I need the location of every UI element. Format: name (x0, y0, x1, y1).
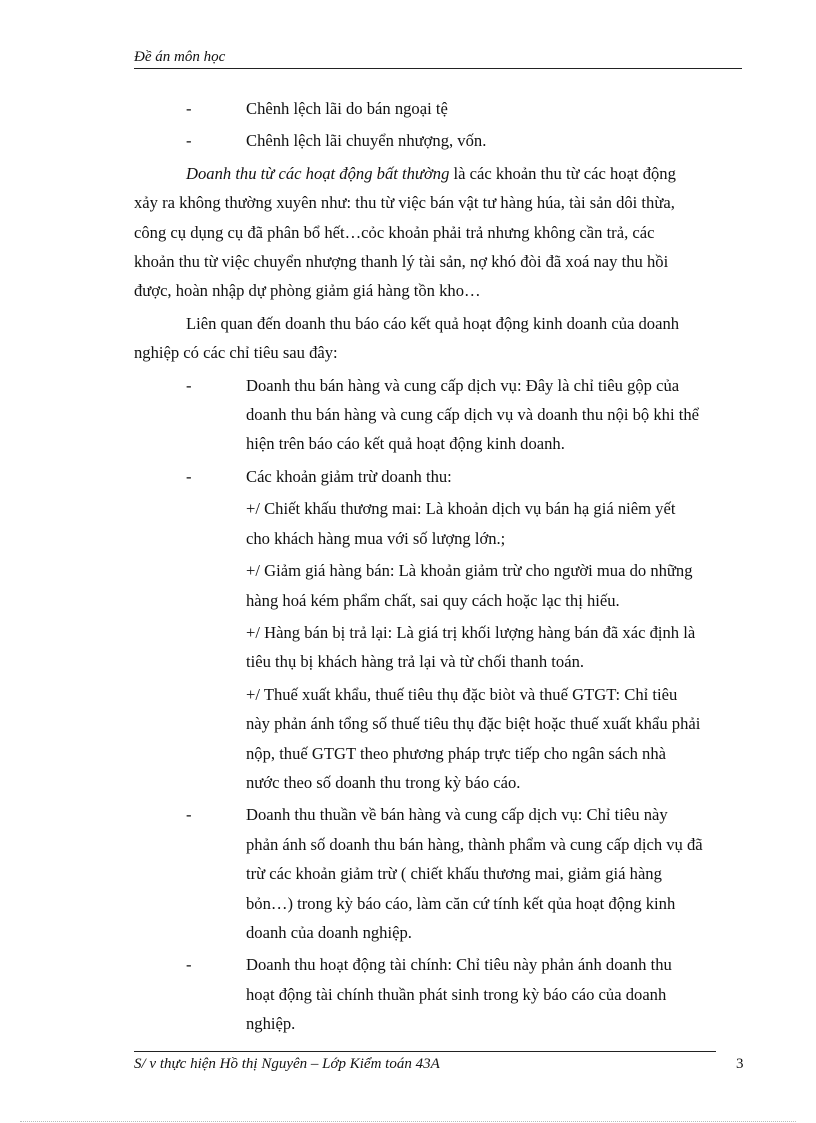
text-line: khoản thu từ việc chuyển nhượng thanh lý tài sản, nợ khó đòi đã xoá nay thu hồi (134, 252, 669, 272)
footer-divider (134, 1051, 716, 1052)
page-header (134, 48, 742, 69)
list-item (134, 800, 739, 947)
sub-item (134, 680, 739, 798)
text-line: này phản ánh tổng số thuế tiêu thụ đặc biệt hoặc thuế xuất khẩu phải (246, 714, 701, 734)
page-number: 3 (736, 1056, 744, 1072)
text-line: công cụ dụng cụ đã phân bổ hết…cỏc khoản phải trả nhưng không cần trả, các (134, 222, 655, 242)
list-dash: - (186, 131, 192, 151)
list-item (134, 371, 739, 459)
text-line: Chênh lệch lãi do bán ngoại tệ (246, 99, 448, 118)
text-line: Liên quan đến doanh thu báo cáo kết quả hoạt động kinh doanh của doanh (186, 313, 680, 333)
text-line: được, hoàn nhập dự phòng giảm giá hàng tồn kho… (134, 281, 481, 301)
list-dash: - (186, 375, 192, 395)
sub-item (134, 494, 739, 553)
list-dash: - (186, 955, 192, 975)
text-line: +/ Giảm giá hàng bán: Là khoản giảm trừ cho người mua do những (246, 561, 693, 581)
italic-term: Doanh thu từ các hoạt động bất thường (186, 163, 450, 183)
text-line: nghiệp. (246, 1014, 296, 1034)
sub-item (134, 618, 739, 677)
text-line: doanh thu bán hàng và cung cấp dịch vụ và doanh thu nội bộ khi thể (246, 405, 699, 425)
text-line: là các khoản thu từ các hoạt động (449, 163, 676, 183)
paragraph-continuation (134, 188, 739, 306)
text-line: hoạt động tài chính thuần phát sinh trong kỳ báo cáo của doanh (246, 984, 667, 1004)
list-item (134, 462, 739, 491)
list-item (134, 950, 739, 1038)
text-line: nghiệp có các chỉ tiêu sau đây: (134, 343, 338, 363)
text-line: bỏn…) trong kỳ báo cáo, làm căn cứ tính kết qủa hoạt động kinh (246, 893, 676, 913)
list-dash: - (186, 805, 192, 825)
text-line: Chênh lệch lãi chuyển nhượng, vốn. (246, 131, 487, 151)
text-line: Doanh thu thuần về bán hàng và cung cấp dịch vụ: Chỉ tiêu này (246, 805, 668, 825)
list-item (134, 94, 739, 123)
text-line: Doanh thu bán hàng và cung cấp dịch vụ: Đây là chỉ tiêu gộp của (246, 375, 680, 395)
paragraph-chi-tieu (134, 309, 739, 368)
text-line: doanh của doanh nghiệp. (246, 922, 412, 942)
text-line: cho khách hàng mua với số lượng lớn.; (246, 528, 506, 548)
text-line: trừ các khoản giảm trừ ( chiết khấu thương mai, giảm giá hàng (246, 864, 662, 884)
text-line: tiêu thụ bị khách hàng trả lại và từ chối thanh toán. (246, 652, 585, 672)
page-break-divider (20, 1121, 796, 1122)
page-body (134, 94, 739, 1039)
text-line: +/ Thuế xuất khẩu, thuế tiêu thụ đặc biòt và thuế GTGT: Chỉ tiêu (246, 684, 678, 704)
text-line: Doanh thu hoạt động tài chính: Chỉ tiêu này phản ánh doanh thu (246, 955, 672, 975)
footer-text: S/ v thực hiện Hồ thị Nguyên – Lớp Kiểm toán 43A (134, 1056, 440, 1072)
text-line: +/ Hàng bán bị trả lại: Là giá trị khối lượng hàng bán đã xác định là (246, 622, 696, 642)
text-line: +/ Chiết khấu thương mai: Là khoản dịch vụ bán hạ giá niêm yết (246, 499, 676, 519)
paragraph-bat-thuong (134, 159, 739, 188)
text-line: Các khoản giảm trừ doanh thu: (246, 466, 452, 486)
sub-item (134, 556, 739, 615)
list-dash: - (186, 466, 192, 486)
text-line: phản ánh số doanh thu bán hàng, thành phẩm và cung cấp dịch vụ đã (246, 834, 703, 854)
text-line: nộp, thuế GTGT theo phương pháp trực tiếp cho ngân sách nhà (246, 743, 666, 763)
list-item (134, 126, 739, 155)
header-title: Đề án môn học (134, 49, 226, 65)
text-line: hiện trên báo cáo kết quả hoạt động kinh doanh. (246, 434, 565, 454)
text-line: hàng hoá kém phẩm chất, sai quy cách hoặc lạc thị hiếu. (246, 590, 620, 610)
text-line: xảy ra không thường xuyên như: thu từ việc bán vật tư hàng húa, tài sản dôi thừa, (134, 193, 675, 213)
list-dash: - (186, 99, 192, 118)
text-line: nước theo số doanh thu trong kỳ báo cáo. (246, 772, 521, 792)
